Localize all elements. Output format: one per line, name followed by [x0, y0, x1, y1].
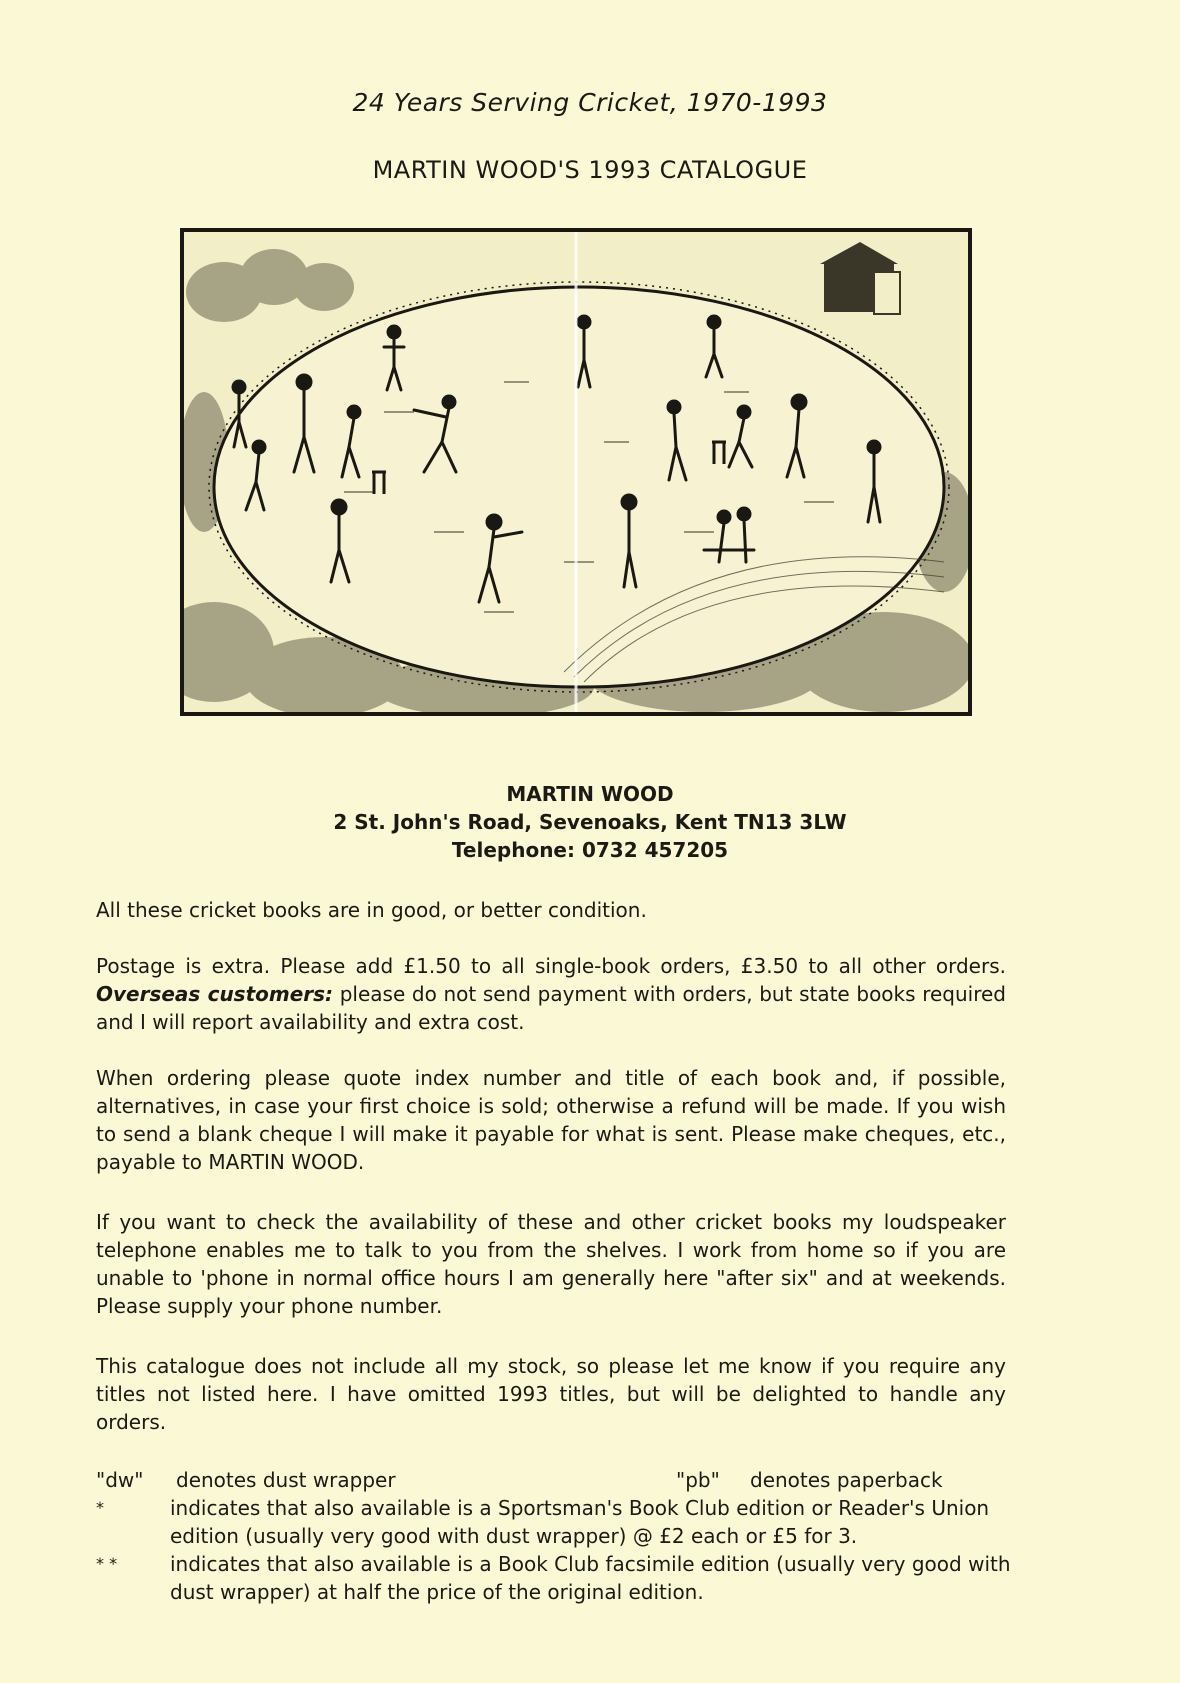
key-row-dw [96, 1466, 1016, 1494]
star-symbol: * [96, 1498, 104, 1517]
star-text: indicates that also available is a Sportsman's Book Club edition or Reader's Union edition (usually very good with dust wrapper) @ £2 each or £5 for 3. [170, 1496, 990, 1548]
tagline: 24 Years Serving Cricket, 1970-1993 [352, 88, 828, 117]
ordering-paragraph: When ordering please quote index number and title of each book and, if possible, alternatives, in case your first choice is sold; otherwise a refund will be made. If you wish to send a blank cheque I will make it payable for what is sent. Please make cheques, etc., payable to MARTIN WOOD. [96, 1066, 1006, 1174]
overseas-label: Overseas customers: [96, 982, 334, 1006]
pb-text: denotes paperback [750, 1468, 943, 1492]
address-block [0, 780, 1180, 864]
condition-paragraph: All these cricket books are in good, or better condition. [96, 898, 647, 922]
postage-paragraph [96, 952, 1006, 1036]
dealer-phone: Telephone: 0732 457205 [451, 838, 729, 862]
stock-paragraph: This catalogue does not include all my stock, so please let me know if you require any titles not listed here. I have omitted 1993 titles, but will be delighted to handle any orders. [96, 1354, 1006, 1434]
dw-symbol: "dw" [96, 1468, 144, 1492]
dw-text: denotes dust wrapper [176, 1468, 396, 1492]
double-star-text: indicates that also available is a Book Club facsimile edition (usually very good with dust wrapper) at half the price of the original edition. [170, 1552, 1011, 1604]
pb-symbol: "pb" [676, 1468, 720, 1492]
key-pb [676, 1466, 943, 1494]
postage-text: Postage is extra. Please add £1.50 to all single-book orders, £3.50 to all other orders. [96, 954, 1006, 978]
abbreviation-key [96, 1466, 1016, 1606]
dealer-name: MARTIN WOOD [506, 782, 674, 806]
engraving-illustration [184, 232, 968, 712]
key-row-double-star [96, 1550, 1016, 1606]
dealer-street: 2 St. John's Road, Sevenoaks, Kent TN13 3LW [333, 810, 847, 834]
overseas-text: please do not send payment with orders, but state books required and I will report availability and extra cost. [96, 982, 1006, 1034]
catalogue-title: MARTIN WOOD'S 1993 CATALOGUE [372, 156, 808, 184]
double-star-symbol: * * [96, 1554, 118, 1573]
availability-paragraph: If you want to check the availability of these and other cricket books my loudspeaker telephone enables me to talk to you from the shelves. I work from home so if you are unable to 'phone in normal office hours I am generally here "after six" and at weekends. Please supply your phone number. [96, 1210, 1006, 1318]
cricket-match-engraving [180, 228, 972, 716]
key-row-star [96, 1494, 1016, 1550]
